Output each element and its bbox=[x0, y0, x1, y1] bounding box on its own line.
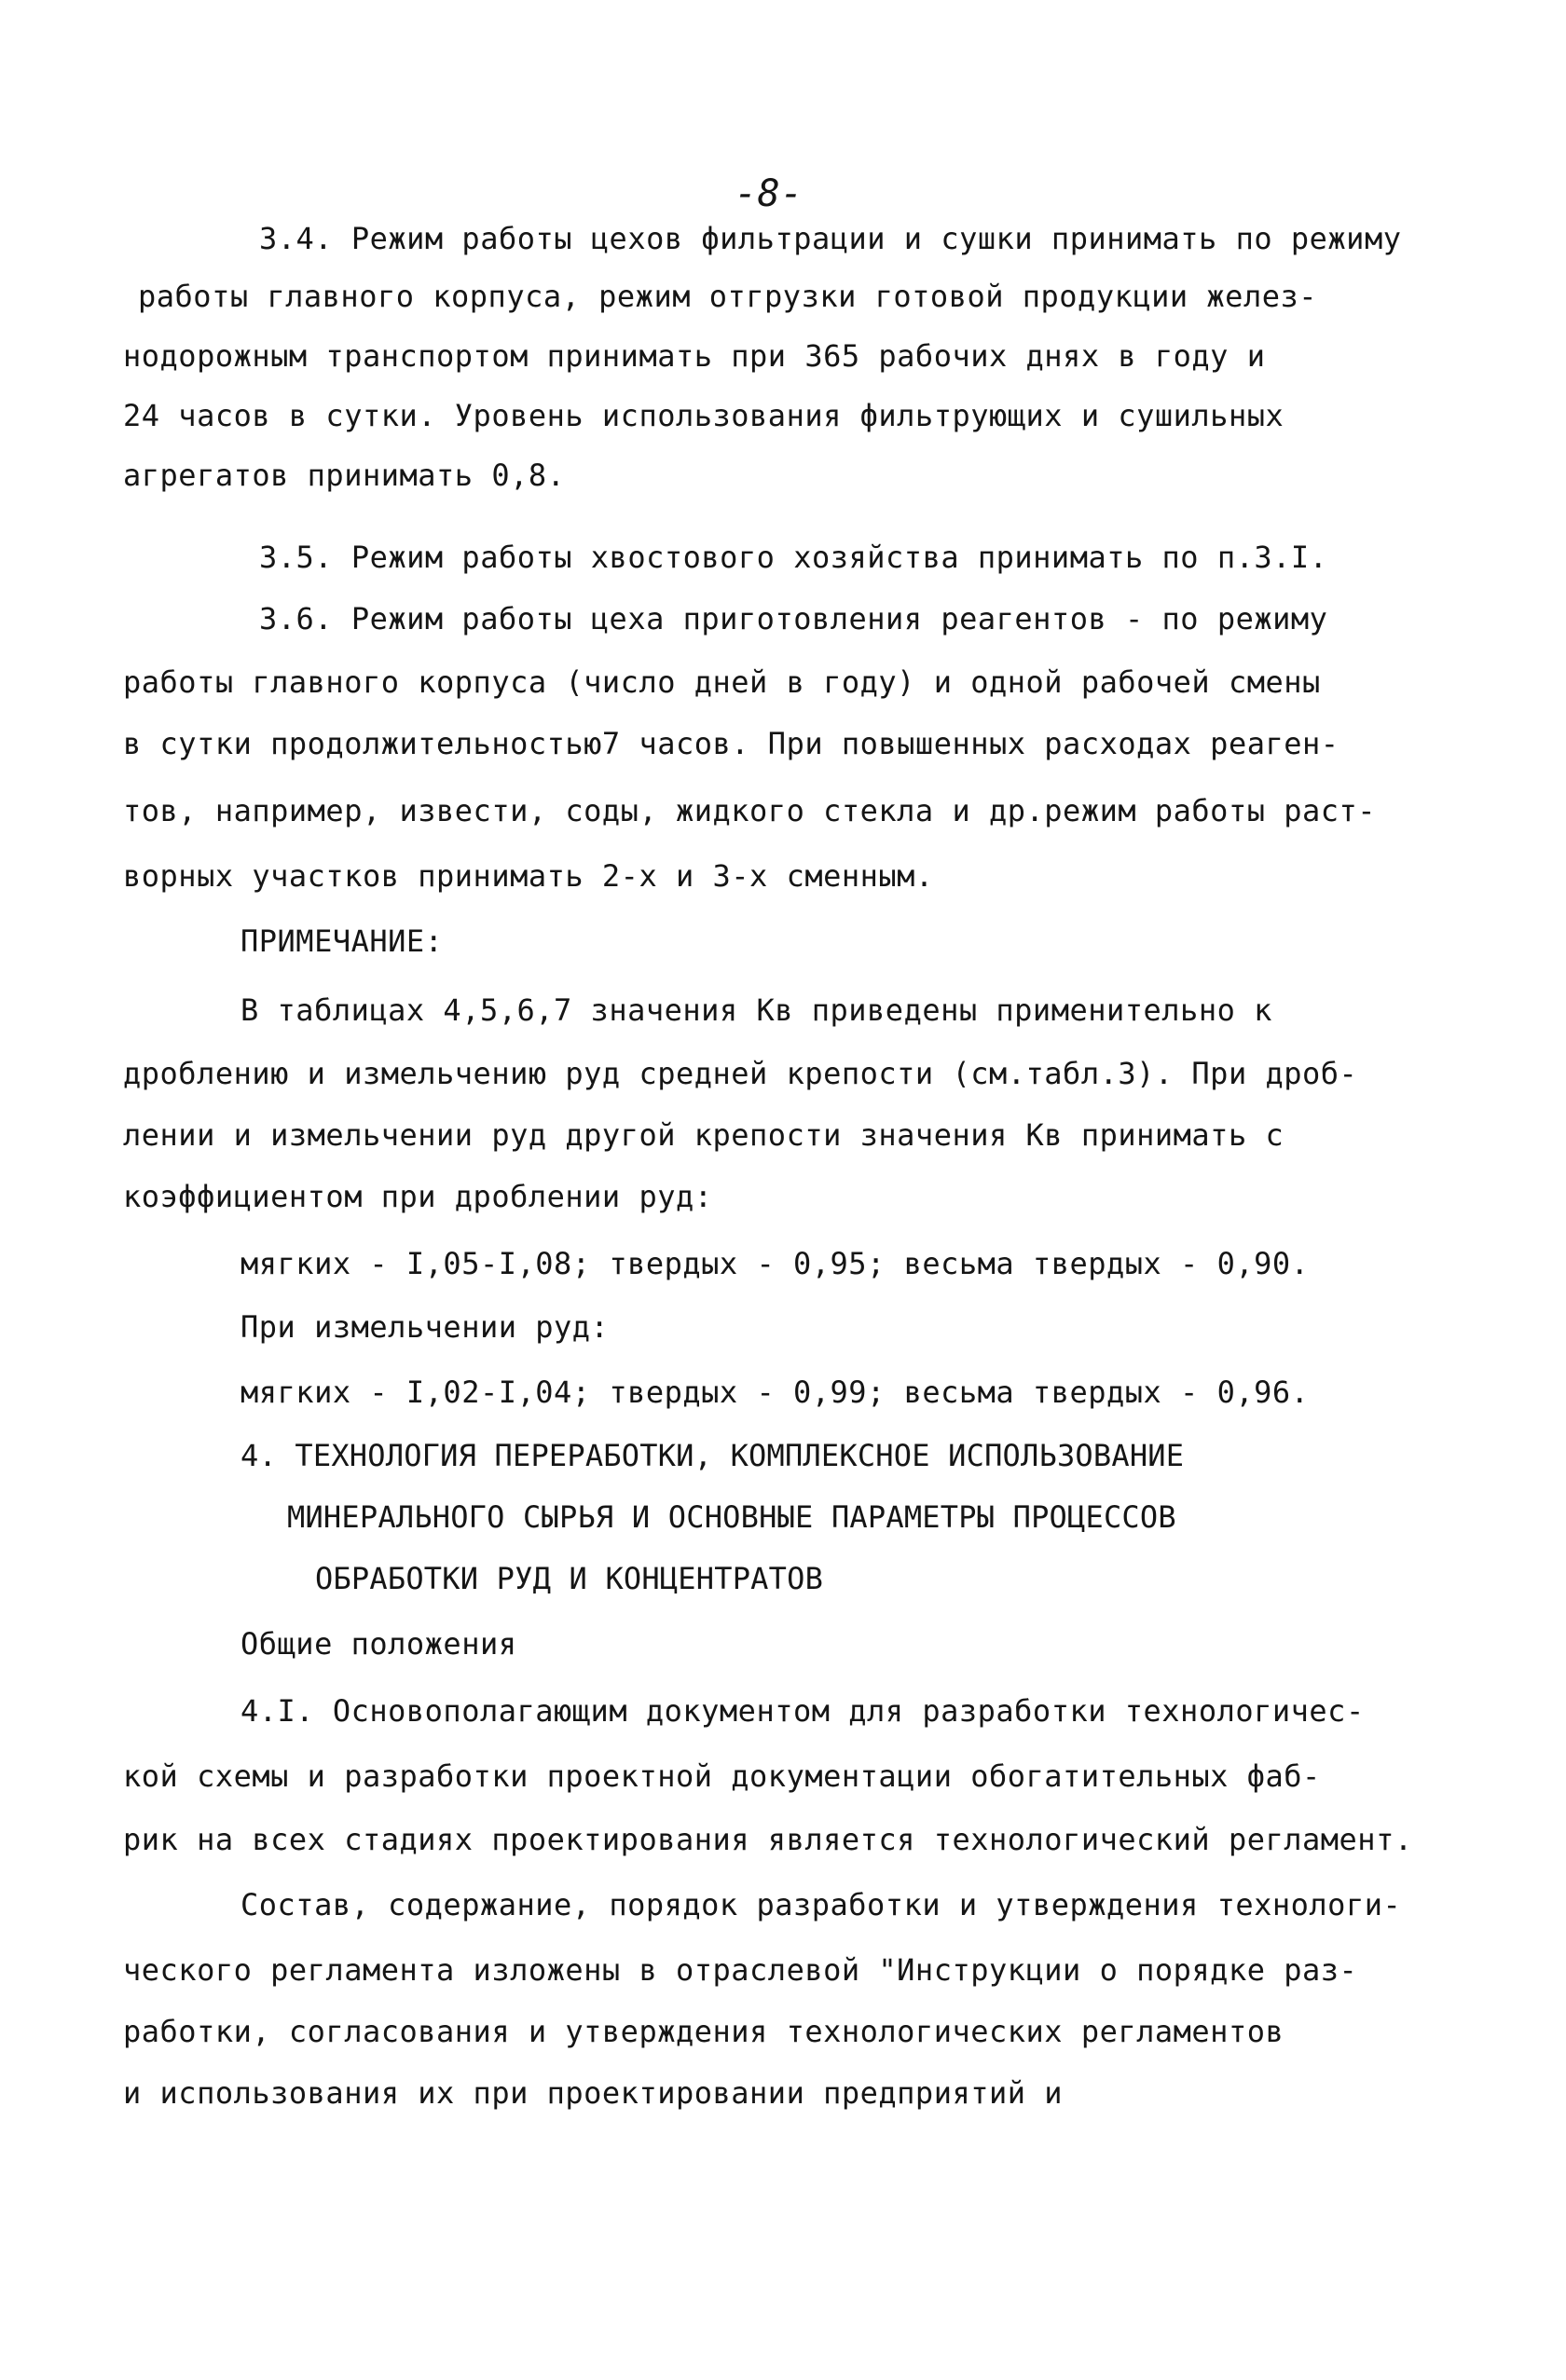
section-heading: МИНЕРАЛЬНОГО СЫРЬЯ И ОСНОВНЫЕ ПАРАМЕТРЫ ПРОЦЕССОВ bbox=[287, 1499, 1176, 1535]
text-line: 4.I. Основополагающим документом для разработки технологичес- bbox=[240, 1693, 1365, 1729]
text-line: 3.6. Режим работы цеха приготовления реагентов - по режиму bbox=[259, 601, 1328, 636]
text-line: работки, согласования и утверждения технологических регламентов bbox=[123, 2014, 1284, 2049]
text-line: Состав, содержание, порядок разработки и утверждения технологи- bbox=[240, 1887, 1402, 1922]
text-line: работы главного корпуса, режим отгрузки готовой продукции желез- bbox=[138, 279, 1317, 314]
text-line: в сутки продолжительностью7 часов. При повышенных расходах реаген- bbox=[123, 726, 1339, 761]
text-line: мягких - I,02-I,04; твердых - 0,99; весьма твердых - 0,96. bbox=[240, 1375, 1310, 1410]
section-heading: ОБРАБОТКИ РУД И КОНЦЕНТРАТОВ bbox=[315, 1561, 824, 1596]
page-number: -8- bbox=[735, 172, 804, 215]
text-line: рик на всех стадиях проектирования является технологический регламент. bbox=[123, 1822, 1413, 1857]
text-line: При измельчении руд: bbox=[240, 1309, 610, 1345]
text-line: 24 часов в сутки. Уровень использования фильтрующих и сушильных bbox=[123, 398, 1284, 433]
text-line: ческого регламента изложены в отраслевой "Инструкции о порядке раз- bbox=[123, 1952, 1358, 1988]
text-line: агрегатов принимать 0,8. bbox=[123, 458, 566, 493]
text-line: 3.4. Режим работы цехов фильтрации и сушки принимать по режиму bbox=[259, 221, 1402, 256]
text-line: кой схемы и разработки проектной документации обогатительных фаб- bbox=[123, 1758, 1321, 1794]
section-heading: 4. ТЕХНОЛОГИЯ ПЕРЕРАБОТКИ, КОМПЛЕКСНОЕ ИСПОЛЬЗОВАНИЕ bbox=[240, 1438, 1185, 1473]
text-line: тов, например, извести, соды, жидкого стекла и др.режим работы раст- bbox=[123, 793, 1377, 828]
text-line: нодорожным транспортом принимать при 365 рабочих днях в году и bbox=[123, 338, 1266, 374]
text-line: коэффициентом при дроблении руд: bbox=[123, 1179, 713, 1214]
text-line: 3.5. Режим работы хвостового хозяйства принимать по п.3.I. bbox=[259, 540, 1328, 575]
text-line: ворных участков принимать 2-х и 3-х сменным. bbox=[123, 858, 934, 894]
text-line: работы главного корпуса (число дней в году) и одной рабочей смены bbox=[123, 664, 1321, 700]
text-line: В таблицах 4,5,6,7 значения Кв приведены применительно к bbox=[240, 992, 1272, 1028]
subheading: Общие положения bbox=[240, 1626, 517, 1662]
text-line: мягких - I,05-I,08; твердых - 0,95; весьма твердых - 0,90. bbox=[240, 1246, 1310, 1281]
text-line: дроблению и измельчению руд средней крепости (см.табл.3). При дроб- bbox=[123, 1056, 1358, 1091]
note-label: ПРИМЕЧАНИЕ: bbox=[240, 923, 444, 959]
text-line: лении и измельчении руд другой крепости значения Кв принимать с bbox=[123, 1117, 1284, 1153]
text-line: и использования их при проектировании предприятий и bbox=[123, 2075, 1064, 2111]
